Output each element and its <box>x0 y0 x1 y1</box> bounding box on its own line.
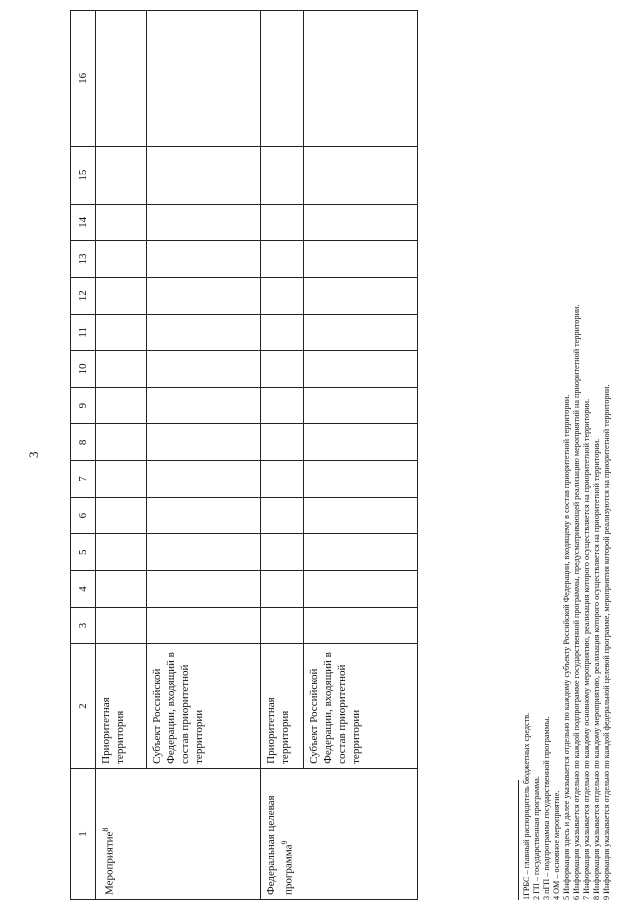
footnote: 6 Информация указывается отдельно по каждой подпрограмме государственной программы, предусматривающей реализацию мероприятий на приоритетной территории. <box>572 304 581 900</box>
header-cell: 11 <box>71 314 96 351</box>
footnotes <box>518 10 612 900</box>
table-cell: Приоритетная территория <box>261 644 304 768</box>
footnote: 4 ОМ – основное мероприятие. <box>552 790 561 900</box>
footnote: 9 Информация указывается отдельно по каждой федеральной целевой программе, мероприятия которой реализуются на приоритетной территории. <box>602 384 611 900</box>
header-cell: 3 <box>71 607 96 644</box>
footnote: 5 Информация здесь и далее указывается отдельно по каждому субъекту Российской Федерации, входящему в состав приоритетной территории. <box>562 394 571 900</box>
footnote-divider <box>518 780 519 900</box>
table-row <box>147 11 261 900</box>
header-cell: 8 <box>71 424 96 461</box>
header-cell: 15 <box>71 146 96 204</box>
footnote: 1ГРБС – главный распорядитель бюджетных средств. <box>522 712 531 900</box>
table-row <box>96 11 147 900</box>
rotated-landscape-content <box>70 10 630 900</box>
table-cell: Субъект Российской Федерации, входящий в состав приоритетной территории <box>304 644 418 768</box>
header-cell: 9 <box>71 387 96 424</box>
table-row <box>304 11 418 900</box>
table-cell: Субъект Российской Федерации, входящий в состав приоритетной территории <box>147 644 261 768</box>
header-cell: 13 <box>71 241 96 278</box>
header-cell: 1 <box>71 768 96 899</box>
footnote: 8 Информация указывается отдельно по каждому мероприятию, реализация которого осуществляется на приоритетной территории. <box>592 438 601 900</box>
header-cell: 14 <box>71 204 96 241</box>
header-cell: 6 <box>71 497 96 534</box>
header-cell: 10 <box>71 351 96 388</box>
row-label-event: Мероприятие$^8$ <box>96 768 261 899</box>
row-label-federal-program: Федеральная целевая программа$^9$ <box>261 768 418 899</box>
header-cell: 2 <box>71 644 96 768</box>
data-table <box>70 10 418 900</box>
header-cell: 4 <box>71 571 96 608</box>
header-cell: 7 <box>71 461 96 498</box>
table-cell: Приоритетная территория <box>96 644 147 768</box>
footnote: 2 ГП – государственная программа. <box>532 776 541 900</box>
header-cell: 16 <box>71 11 96 147</box>
header-cell: 12 <box>71 277 96 314</box>
header-cell: 5 <box>71 534 96 571</box>
footnote: 3 пГП – подпрограмма государственной программы. <box>542 716 551 900</box>
header-row <box>71 11 96 900</box>
footnote: 7 Информация указывается отдельно по каждому основному мероприятию, реализация которого осуществляется на приоритетной территории. <box>582 398 591 900</box>
table-row <box>261 11 304 900</box>
page-number: 3 <box>26 451 41 458</box>
